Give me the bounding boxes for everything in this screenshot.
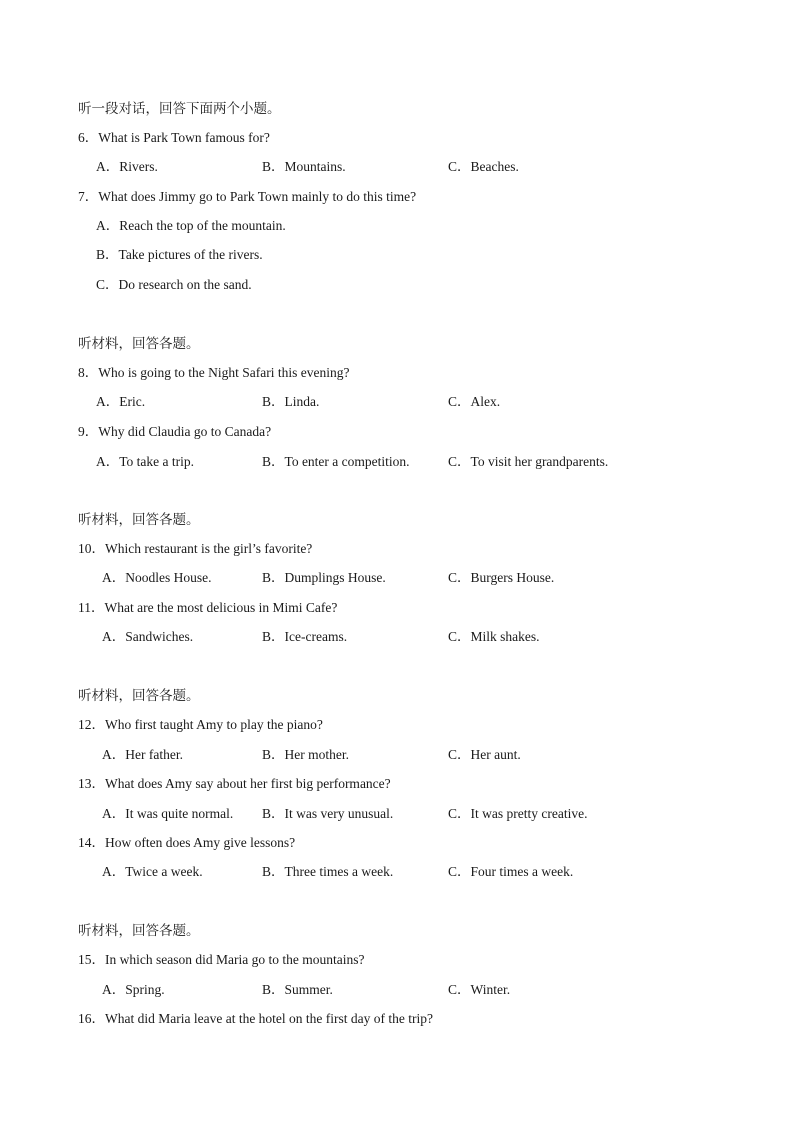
option-text: It was pretty creative. [470,806,588,821]
question-number: 13． [78,776,105,791]
option-text: Three times a week. [284,864,394,879]
option-text: Eric. [119,394,146,409]
section-instruction: 听材料，回答各题。 [78,512,200,527]
option-text: Beaches. [470,159,519,174]
option-15a[interactable] [102,982,165,998]
option-12c[interactable] [448,747,521,763]
section-instruction: 听材料，回答各题。 [78,688,200,703]
question-text: What is Park Town famous for? [98,130,270,145]
option-text: To enter a competition. [284,454,410,469]
option-11a[interactable] [102,629,193,645]
option-text: It was quite normal. [125,806,234,821]
option-letter: B． [262,394,285,409]
option-letter: B． [262,159,285,174]
option-13b[interactable] [262,806,393,822]
option-letter: C． [448,806,471,821]
section-instruction: 听材料，回答各题。 [78,923,200,938]
option-text: Noodles House. [125,570,212,585]
option-letter: A． [96,394,120,409]
option-letter: C． [448,864,471,879]
question-text: In which season did Maria go to the mountains? [105,952,365,967]
option-letter: C． [448,394,471,409]
option-letter: A． [102,806,126,821]
question-7 [78,189,416,205]
option-letter: B． [96,247,119,262]
option-13c[interactable] [448,806,587,822]
option-9c[interactable] [448,454,608,470]
option-text: To visit her grandparents. [470,454,609,469]
option-text: Her mother. [284,747,349,762]
option-8a[interactable] [96,394,145,410]
section-instruction: 听材料，回答各题。 [78,336,200,351]
question-text: Who is going to the Night Safari this evening? [98,365,350,380]
question-16 [78,1011,433,1027]
option-text: Reach the top of the mountain. [119,218,286,233]
option-letter: B． [262,570,285,585]
question-text: Who first taught Amy to play the piano? [105,717,323,732]
option-text: Dumplings House. [284,570,386,585]
option-11c[interactable] [448,629,540,645]
option-text: Winter. [470,982,511,997]
option-letter: A． [102,570,126,585]
option-10a[interactable] [102,570,212,586]
option-letter: C． [448,454,471,469]
option-text: Her aunt. [470,747,521,762]
option-7b[interactable] [96,247,263,263]
option-letter: A． [102,629,126,644]
option-letter: C． [96,277,119,292]
question-text: What does Amy say about her first big performance? [105,776,391,791]
option-text: Spring. [125,982,165,997]
option-letter: A． [96,159,120,174]
question-number: 14． [78,835,105,850]
option-text: Rivers. [119,159,158,174]
option-7a[interactable] [96,218,286,234]
option-text: Burgers House. [470,570,555,585]
question-text: Why did Claudia go to Canada? [98,424,272,439]
option-8c[interactable] [448,394,500,410]
option-text: Milk shakes. [470,629,540,644]
option-6c[interactable] [448,159,519,175]
option-text: Mountains. [284,159,346,174]
question-text: Which restaurant is the girl’s favorite? [105,541,313,556]
option-14b[interactable] [262,864,393,880]
option-letter: C． [448,982,471,997]
option-13a[interactable] [102,806,233,822]
option-letter: A． [96,218,120,233]
option-9a[interactable] [96,454,194,470]
option-letter: B． [262,454,285,469]
option-letter: C． [448,159,471,174]
option-text: Four times a week. [470,864,574,879]
question-number: 12． [78,717,105,732]
option-text: Alex. [470,394,501,409]
question-13 [78,776,391,792]
option-6b[interactable] [262,159,346,175]
question-number: 8． [78,365,99,380]
option-text: Take pictures of the rivers. [118,247,263,262]
option-10c[interactable] [448,570,554,586]
question-6 [78,130,270,146]
option-8b[interactable] [262,394,319,410]
option-text: To take a trip. [119,454,195,469]
question-8 [78,365,349,381]
option-letter: B． [262,864,285,879]
option-text: Sandwiches. [125,629,194,644]
option-text: Ice-creams. [284,629,348,644]
question-15 [78,952,364,968]
option-12b[interactable] [262,747,349,763]
option-letter: B． [262,747,285,762]
question-text: How often does Amy give lessons? [105,835,296,850]
option-9b[interactable] [262,454,410,470]
question-14 [78,835,295,851]
option-letter: C． [448,629,471,644]
question-number: 6． [78,130,99,145]
question-text: What did Maria leave at the hotel on the first day of the trip? [105,1011,434,1026]
option-14c[interactable] [448,864,573,880]
question-number: 16． [78,1011,105,1026]
option-text: Do research on the sand. [118,277,252,292]
option-letter: B． [262,806,285,821]
question-text: What are the most delicious in Mimi Cafe? [104,600,338,615]
option-15b[interactable] [262,982,333,998]
option-11b[interactable] [262,629,347,645]
question-number: 7． [78,189,99,204]
question-11 [78,600,337,616]
option-letter: A． [102,982,126,997]
option-15c[interactable] [448,982,510,998]
option-letter: A． [102,747,126,762]
option-14a[interactable] [102,864,203,880]
option-letter: A． [96,454,120,469]
option-text: Summer. [284,982,333,997]
question-12 [78,717,323,733]
question-9 [78,424,271,440]
option-letter: C． [448,570,471,585]
option-letter: C． [448,747,471,762]
question-number: 15． [78,952,105,967]
question-number: 9． [78,424,99,439]
question-number: 10． [78,541,105,556]
question-number: 11． [78,600,105,615]
question-text: What does Jimmy go to Park Town mainly to do this time? [98,189,417,204]
option-letter: B． [262,629,285,644]
option-letter: A． [102,864,126,879]
section-instruction: 听一段对话，回答下面两个小题。 [78,101,281,116]
option-10b[interactable] [262,570,386,586]
option-text: Her father. [125,747,183,762]
option-letter: B． [262,982,285,997]
option-12a[interactable] [102,747,183,763]
option-text: Linda. [284,394,320,409]
question-10 [78,541,312,557]
option-text: Twice a week. [125,864,203,879]
option-text: It was very unusual. [284,806,394,821]
option-6a[interactable] [96,159,158,175]
option-7c[interactable] [96,277,252,293]
